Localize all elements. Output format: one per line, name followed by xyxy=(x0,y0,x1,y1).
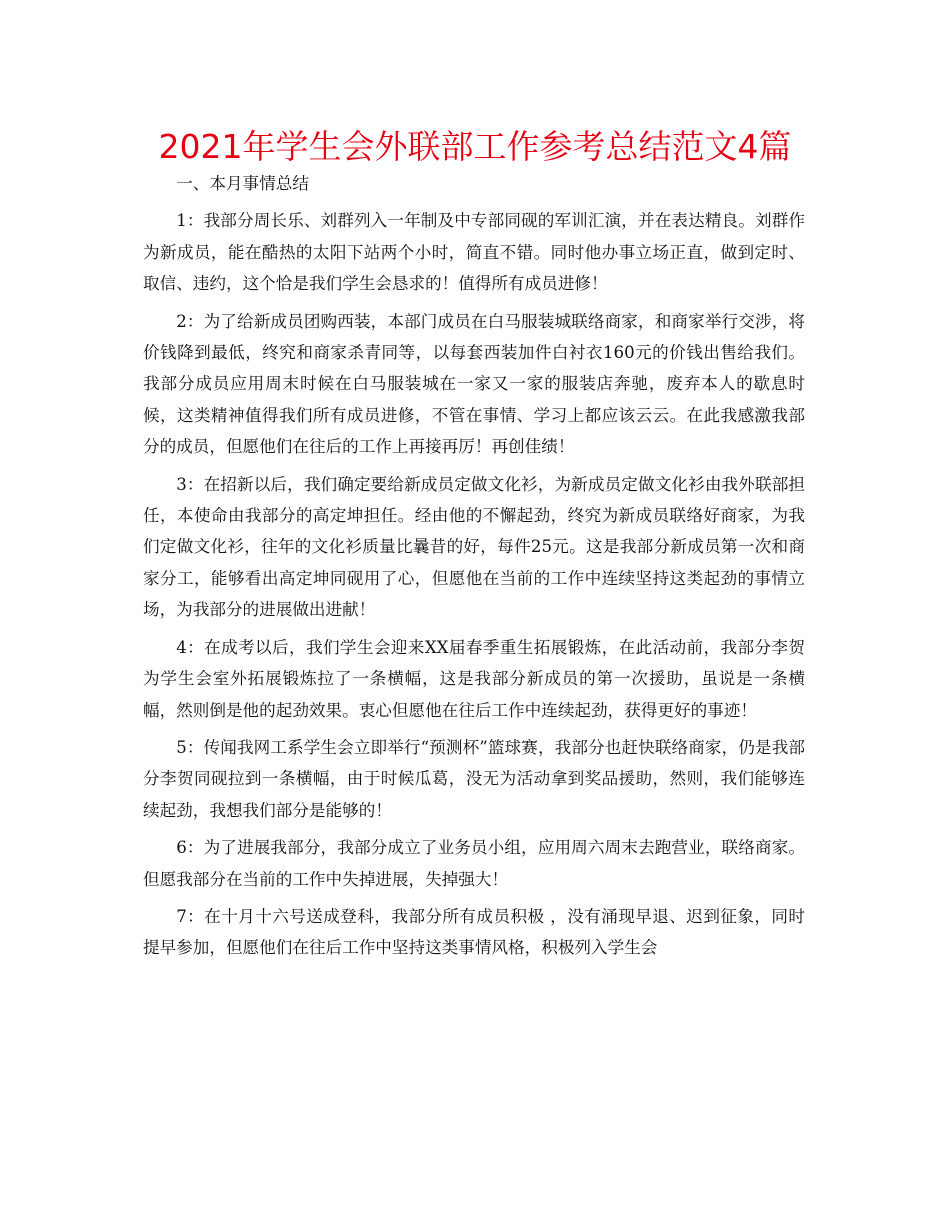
paragraph-6: 6：为了进展我部分，我部分成立了业务员小组，应用周六周末去跑营业，联络商家。但愿我部分在当前的工作中失掉进展，失掉强大！ xyxy=(143,838,805,889)
document-title: 2021年学生会外联部工作参考总结范文4篇 xyxy=(158,127,792,166)
paragraph-2: 2：为了给新成员团购西装，本部门成员在白马服装城联络商家，和商家举行交涉，将价钱降到最低，终究和商家杀青同等，以每套西装加件白衬衣160元的价钱出售给我们。我部分成员应用周末时候在白马服装城在一家又一家的服装店奔驰，废弃本人的歇息时候，这类精神值得我们所有成员进修，不管在事情、学习上都应该云云。在此我感激我部分的成员，但愿他们在往后的工作上再接再厉！再创佳绩！ xyxy=(143,311,805,457)
document-body xyxy=(143,168,805,964)
paragraph-3: 3：在招新以后，我们确定要给新成员定做文化衫，为新成员定做文化衫由我外联部担任，本使命由我部分的高定坤担任。经由他的不懈起劲，终究为新成员联络好商家，为我们定做文化衫，往年的文化衫质量比曩昔的好，每件25元。这是我部分新成员第一次和商家分工，能够看出高定坤同砚用了心，但愿他在当前的工作中连续坚持这类起劲的事情立场，为我部分的进展做出进献！ xyxy=(143,474,805,620)
paragraph-4: 4：在成考以后，我们学生会迎来XX届春季重生拓展锻炼，在此活动前，我部分李贺为学生会室外拓展锻炼拉了一条横幅，这是我部分新成员的第一次援助，虽说是一条横幅，然则倒是他的起劲效果。衷心但愿他在往后工作中连续起劲，获得更好的事迹！ xyxy=(143,637,805,720)
section-heading: 一、本月事情总结 xyxy=(176,174,309,193)
paragraph-5: 5：传闻我网工系学生会立即举行“预测杯”篮球赛，我部分也赶快联络商家，仍是我部分李贺同砚拉到一条横幅，由于时候瓜葛，没无为活动拿到奖品援助，然则，我们能够连续起劲，我想我们部分是能够的！ xyxy=(143,737,805,820)
paragraph-1: 1：我部分周长乐、刘群列入一年制及中专部同砚的军训汇演，并在表达精良。刘群作为新成员，能在酷热的太阳下站两个小时，简直不错。同时他办事立场正直，做到定时、取信、违约，这个恰是我们学生会恳求的！值得所有成员进修！ xyxy=(143,211,805,294)
paragraph-7: 7：在十月十六号送成登科，我部分所有成员积极 ，没有涌现早退、迟到征象，同时提早参加，但愿他们在往后工作中坚持这类事情风格，积极列入学生会 xyxy=(143,906,805,958)
